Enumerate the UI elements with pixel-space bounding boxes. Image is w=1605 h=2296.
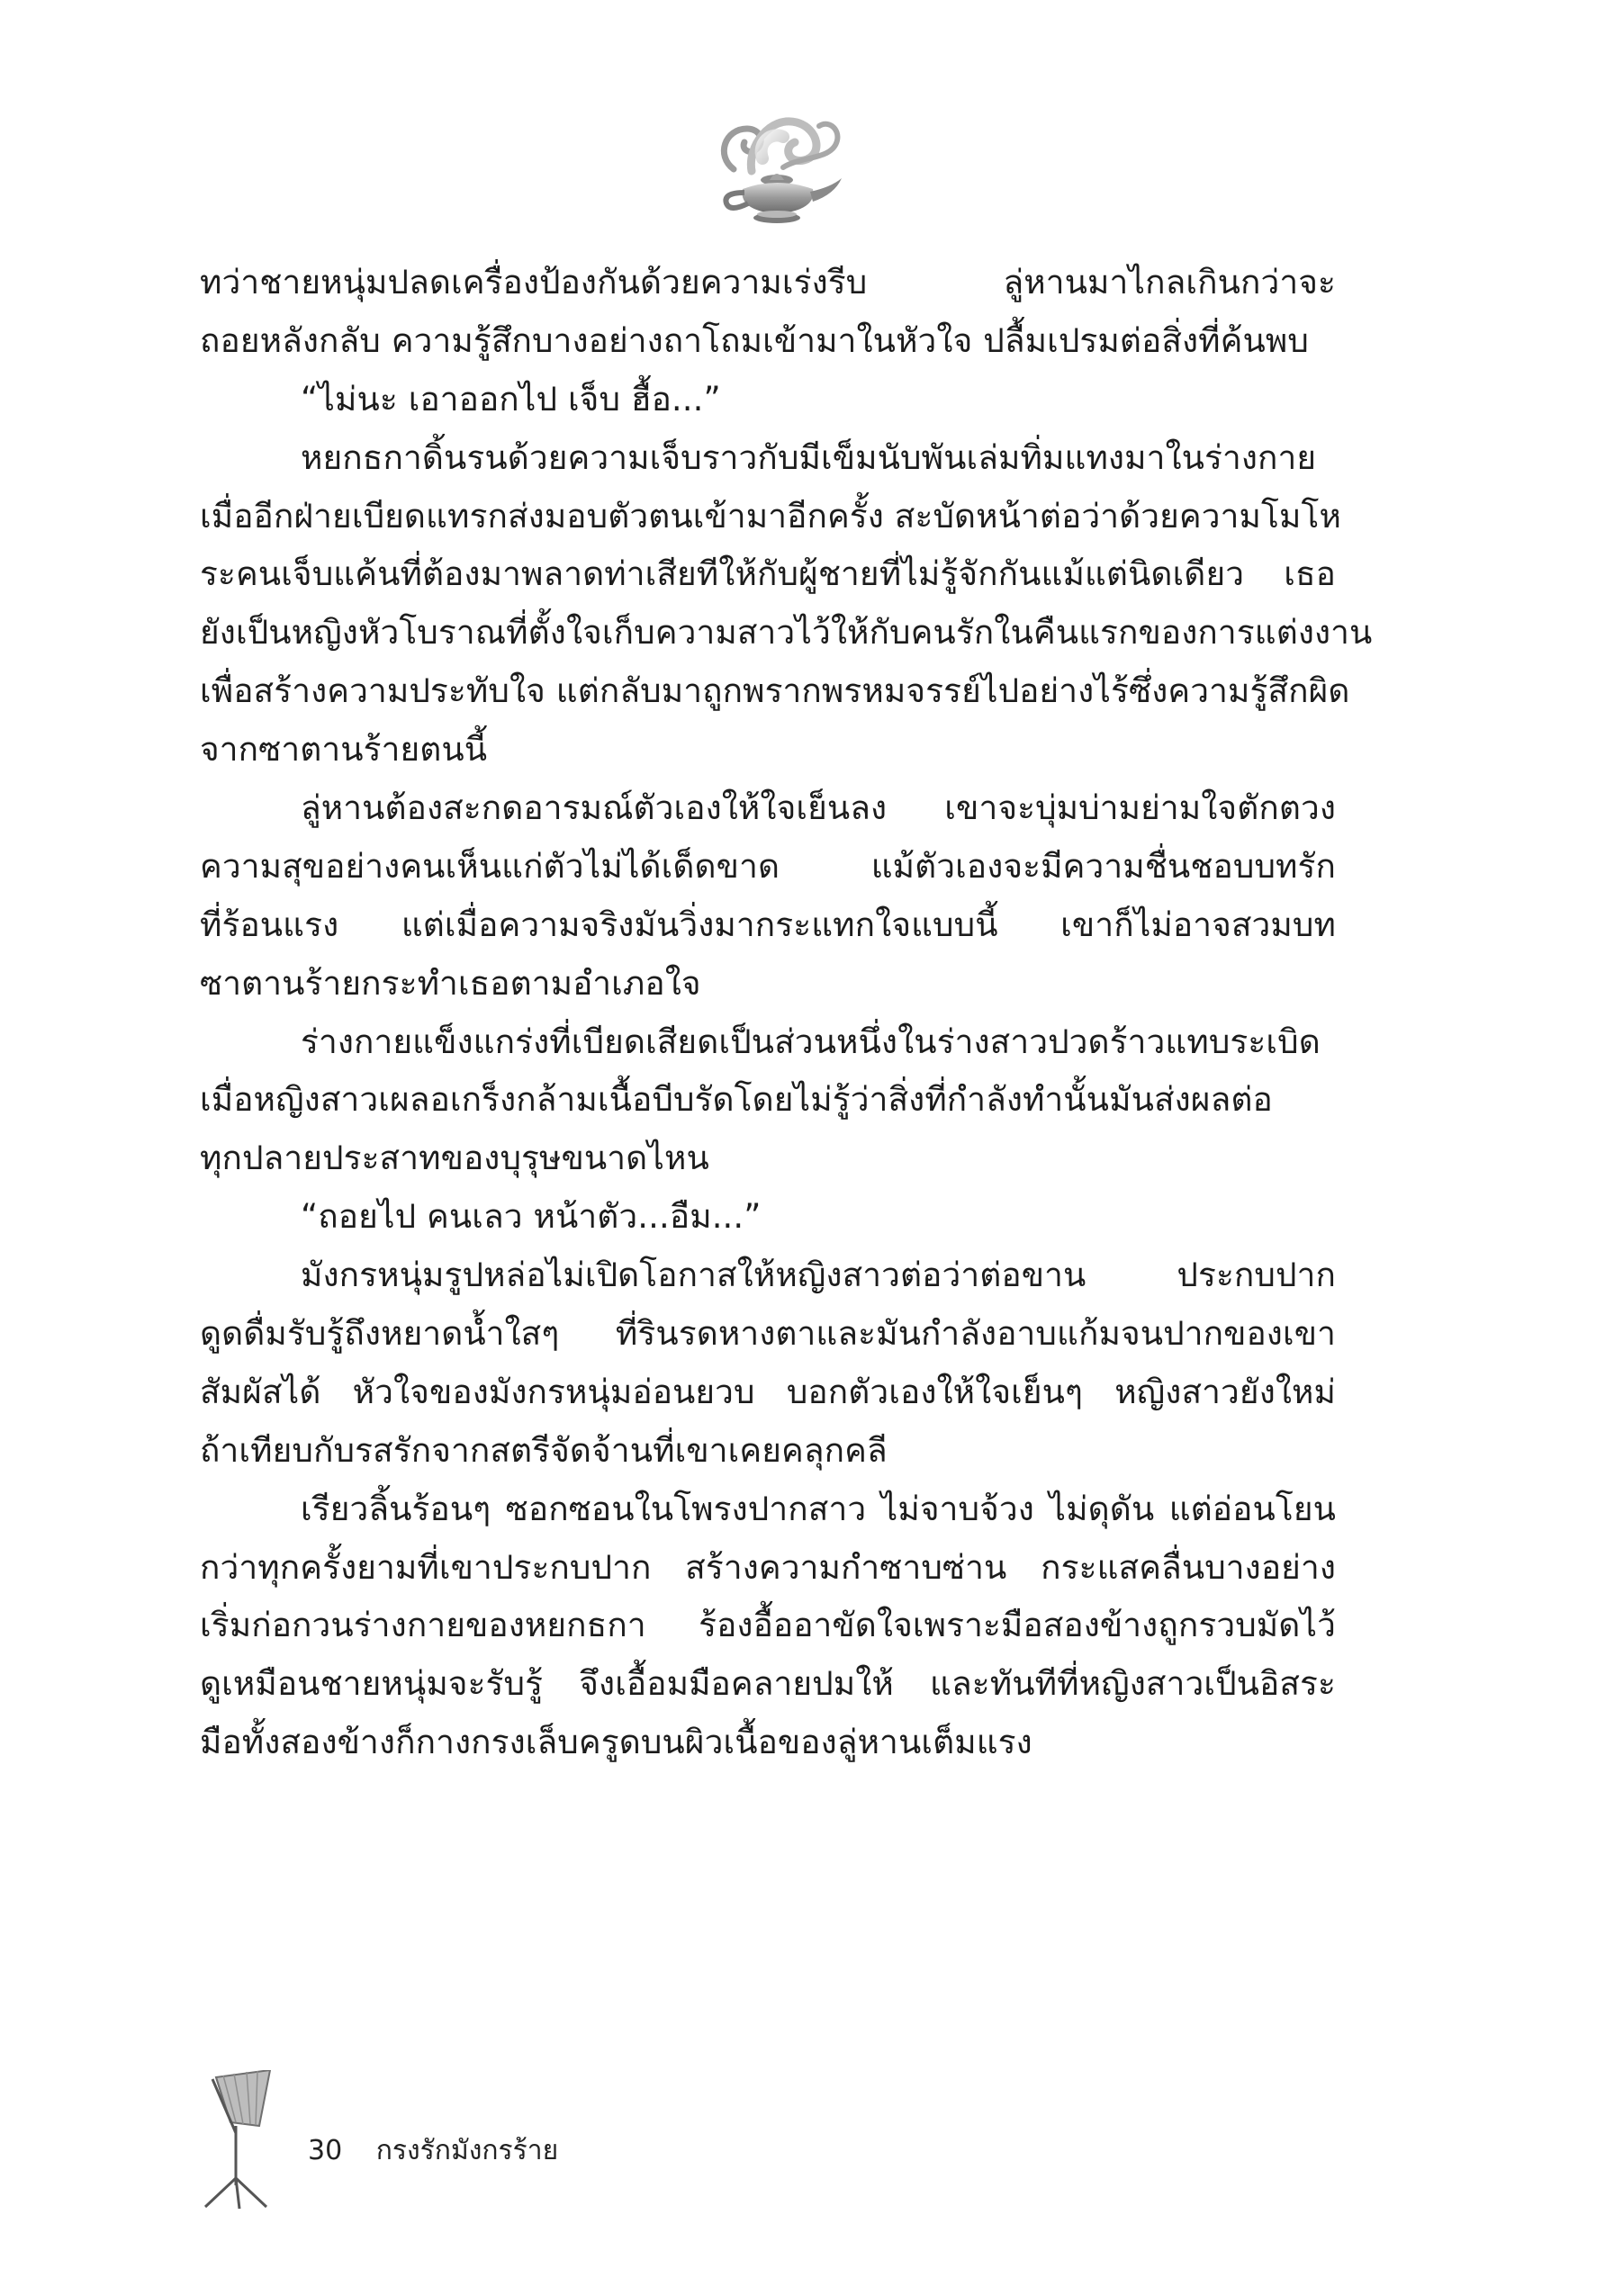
page-footer bbox=[308, 2129, 558, 2174]
paragraph bbox=[200, 1481, 1336, 1772]
paragraph bbox=[200, 429, 1373, 779]
text-line: ซาตานร้ายกระทำเธอตามอำเภอใจ bbox=[200, 963, 701, 1003]
paragraph bbox=[200, 1013, 1336, 1189]
paragraph bbox=[200, 254, 1336, 371]
text-line: หยกธกาดิ้นรนด้วยความเจ็บราวกับมีเข็มนับพันเล่มทิ่มแทงมาในร่างกาย bbox=[301, 437, 1317, 477]
page-number: 30 bbox=[308, 2135, 343, 2166]
text-line: มือทั้งสองข้างก็กางกรงเล็บครูดบนผิวเนื้อของลู่หานเต็มแรง bbox=[200, 1723, 1032, 1762]
text-line: กว่าทุกครั้งยามที่เขาประกบปาก สร้างความกำซาบซ่าน กระแสคลื่นบางอย่าง bbox=[200, 1547, 1336, 1587]
paragraph bbox=[200, 1188, 1336, 1247]
text-line: สัมผัสได้ หัวใจของมังกรหนุ่มอ่อนยวบ บอกตัวเองให้ใจเย็นๆ หญิงสาวยังใหม่ bbox=[200, 1372, 1336, 1411]
text-line: มังกรหนุ่มรูปหล่อไม่เปิดโอกาสให้หญิงสาวต่อว่าต่อขาน ประกบปาก bbox=[301, 1256, 1336, 1295]
text-line: “ถอยไป คนเลว หน้าตัว...อืม...” bbox=[301, 1197, 762, 1237]
text-line: ดูดดื่มรับรู้ถึงหยาดน้ำใสๆ ที่รินรดหางตาและมันกำลังอาบแก้มจนปากของเขา bbox=[200, 1314, 1336, 1354]
paragraph bbox=[200, 779, 1336, 1013]
text-line: ถ้าเทียบกับรสรักจากสตรีจัดจ้านที่เขาเคยคลุกคลี bbox=[200, 1430, 888, 1470]
body-text bbox=[200, 254, 1373, 1772]
text-line: ถอยหลังกลับ ความรู้สึกบางอย่างถาโถมเข้ามาในหัวใจ ปลื้มเปรมต่อสิ่งที่ค้นพบ bbox=[200, 320, 1309, 360]
paragraph bbox=[200, 1247, 1336, 1481]
paragraph bbox=[200, 371, 1336, 429]
text-line: ยังเป็นหญิงหัวโบราณที่ตั้งใจเก็บความสาวไว้ให้กับคนรักในคืนแรกของการแต่งงาน bbox=[200, 613, 1373, 653]
text-line: เมื่อหญิงสาวเผลอเกร็งกล้ามเนื้อบีบรัดโดยไม่รู้ว่าสิ่งที่กำลังทำนั้นมันส่งผลต่อ bbox=[200, 1080, 1273, 1120]
text-line: ลู่หานต้องสะกดอารมณ์ตัวเองให้ใจเย็นลง เขาจะบุ่มบ่ามย่ามใจตักตวง bbox=[301, 788, 1336, 828]
text-line: ดูเหมือนชายหนุ่มจะรับรู้ จึงเอื้อมมือคลายปมให้ และทันทีที่หญิงสาวเป็นอิสระ bbox=[200, 1664, 1336, 1704]
text-line: จากซาตานร้ายตนนี้ bbox=[200, 730, 488, 770]
genie-lamp-ornament-icon bbox=[698, 106, 851, 241]
text-line: ที่ร้อนแรง แต่เมื่อความจริงมันวิ่งมากระแทกใจแบบนี้ เขาก็ไม่อาจสวมบท bbox=[200, 905, 1336, 944]
text-line: เมื่ออีกฝ่ายเบียดแทรกส่งมอบตัวตนเข้ามาอีกครั้ง สะบัดหน้าต่อว่าด้วยความโมโห bbox=[200, 496, 1341, 536]
text-line: ระคนเจ็บแค้นที่ต้องมาพลาดท่าเสียทีให้กับผู้ชายที่ไม่รู้จักกันแม้แต่นิดเดียว เธอ bbox=[200, 554, 1336, 594]
text-line: ทุกปลายประสาทของบุรุษขนาดไหน bbox=[200, 1139, 709, 1178]
light-stand-icon bbox=[196, 2070, 286, 2210]
text-line: เพื่อสร้างความประทับใจ แต่กลับมาถูกพรากพรหมจรรย์ไปอย่างไร้ซึ่งความรู้สึกผิด bbox=[200, 671, 1350, 711]
text-line: “ไม่นะ เอาออกไป เจ็บ ฮื้อ...” bbox=[301, 379, 721, 419]
book-title: กรงรักมังกรร้าย bbox=[375, 2135, 559, 2166]
text-line: ความสุขอย่างคนเห็นแก่ตัวไม่ได้เด็ดขาด แม้ตัวเองจะมีความชื่นชอบบทรัก bbox=[200, 846, 1336, 886]
text-line: เริ่มก่อกวนร่างกายของหยกธกา ร้องอื้ออาขัดใจเพราะมือสองข้างถูกรวบมัดไว้ bbox=[200, 1606, 1336, 1645]
text-line: ทว่าชายหนุ่มปลดเครื่องป้องกันด้วยความเร่งรีบ ลู่หานมาไกลเกินกว่าจะ bbox=[200, 263, 1336, 302]
text-line: เรียวลิ้นร้อนๆ ซอกซอนในโพรงปากสาว ไม่จาบจ้วง ไม่ดุดัน แต่อ่อนโยน bbox=[301, 1489, 1336, 1528]
text-line: ร่างกายแข็งแกร่งที่เบียดเสียดเป็นส่วนหนึ่งในร่างสาวปวดร้าวแทบระเบิด bbox=[301, 1022, 1321, 1061]
